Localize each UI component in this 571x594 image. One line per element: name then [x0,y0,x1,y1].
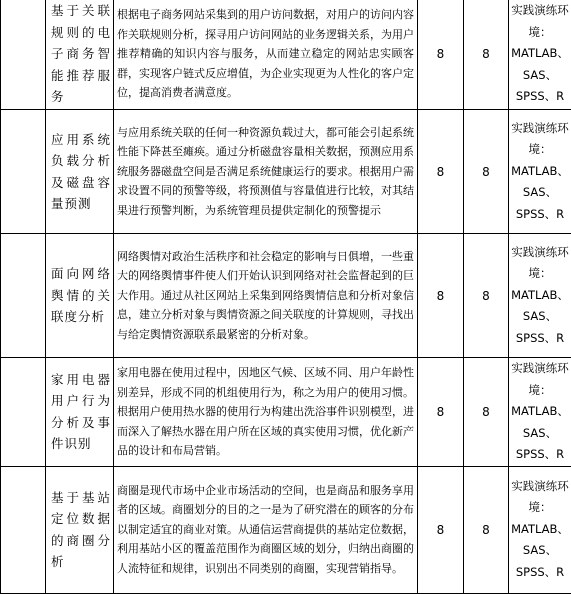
env-label: 实践演练环境： [511,358,569,401]
description-text: 商圈是现代市场中企业市场活动的空间，也是商品和服务享用者的区域。商圈划分的目的之一是为了研究潜在的顾客的分布以制定适宜的商业对策。从通信运营商提供的基站定位数据，利用基站小区的覆盖范围作为商圈区域的划分，归纳出商圈的人流特征和规律，识别出不同类别的商圈，实现营销指导。 [114,481,417,579]
hours-a-cell [418,234,464,358]
hours-a-cell [418,466,464,593]
table-row [1,110,571,234]
blank-cell [1,0,46,110]
env-label: 实践演练环境： [511,0,569,43]
table-row [1,466,571,593]
topic-text: 基于关联规则的电子商务智能推荐服务 [46,0,113,108]
topic-cell [46,358,114,467]
env-cell [509,466,571,593]
blank-cell [1,234,46,358]
description-cell [114,110,418,234]
topic-text: 家用电器用户行为分析及事件识别 [46,369,113,455]
table-row [1,234,571,358]
topic-cell [46,234,114,358]
hours-a-value: 8 [437,289,445,303]
env-tools: MATLAB、SAS、SPSS、R [511,43,569,108]
hours-a-value: 8 [437,47,445,61]
topic-cell [46,466,114,593]
hours-b-value: 8 [482,47,490,61]
description-text: 网络舆情对政治生活秩序和社会稳定的影响与日俱增，一些重大的网络舆情事件使人们开始认识到网络对社会监督起到的巨大作用。通过从社区网站上采集到网络舆情信息和分析对象信息，建立分析对象与舆情资源之间关联度的计算规则，寻找出与给定舆情资源联系最紧密的分析对象。 [114,247,417,345]
table-row [1,358,571,467]
table-row [1,0,571,110]
hours-a-cell [418,110,464,234]
env-tools: MATLAB、SAS、SPSS、R [511,161,569,226]
hours-b-cell [464,466,509,593]
description-cell [114,0,418,110]
env-label: 实践演练环境： [511,118,569,161]
hours-b-value: 8 [482,523,490,537]
blank-cell [1,358,46,467]
env-tools: MATLAB、SAS、SPSS、R [511,285,569,350]
hours-a-value: 8 [437,165,445,179]
env-cell [509,0,571,110]
hours-b-cell [464,110,509,234]
hours-a-cell [418,0,464,110]
hours-b-cell [464,0,509,110]
env-tools: MATLAB、SAS、SPSS、R [511,401,569,466]
blank-cell [1,110,46,234]
description-text: 根据电子商务网站采集到的用户访问数据，对用户的访问内容作关联规则分析，探寻用户访问网站的业务逻辑关系，为用户推荐精确的知识内容与服务，从而建立稳定的网站忠实顾客群，实现客户链式反应增值，为企业实现更为人性化的客户定位，提高消费者满意度。 [114,5,417,103]
hours-b-value: 8 [482,165,490,179]
hours-b-value: 8 [482,289,490,303]
topic-text: 基于基站定位数据的商圈分析 [46,487,113,573]
env-cell [509,234,571,358]
description-text: 与应用系统关联的任何一种资源负载过大，都可能会引起系统性能下降甚至瘫痪。通过分析磁盘容量相关数据，预测应用系统服务器磁盘空间是否满足系统健康运行的要求。根据用户需求设置不同的预警等级，将预测值与容量值进行比较，对其结果进行预警判断，为系统管理员提供定制化的预警提示 [114,123,417,221]
topic-cell [46,0,114,110]
blank-cell [1,466,46,593]
hours-a-value: 8 [437,405,445,419]
env-cell [509,110,571,234]
topic-text: 应用系统负载分析及磁盘容量预测 [46,129,113,215]
env-label: 实践演练环境： [511,476,569,519]
hours-b-cell [464,358,509,467]
env-label: 实践演练环境： [511,242,569,285]
env-cell [509,358,571,467]
description-text: 家用电器在使用过程中，因地区气候、区域不同、用户年龄性别差异，形成不同的机组使用行为，称之为用户的使用习惯。根据用户使用热水器的使用行为构建出洗浴事件识别模型，进而深入了解热水器在用户所在区域的真实使用习惯，优化新产品的设计和布局营销。 [114,363,417,461]
env-tools: MATLAB、SAS、SPSS、R [511,519,569,584]
hours-b-cell [464,234,509,358]
hours-a-cell [418,358,464,467]
topic-cell [46,110,114,234]
hours-a-value: 8 [437,523,445,537]
hours-b-value: 8 [482,405,490,419]
description-cell [114,358,418,467]
description-cell [114,234,418,358]
topic-text: 面向网络舆情的关联度分析 [46,263,113,328]
description-cell [114,466,418,593]
